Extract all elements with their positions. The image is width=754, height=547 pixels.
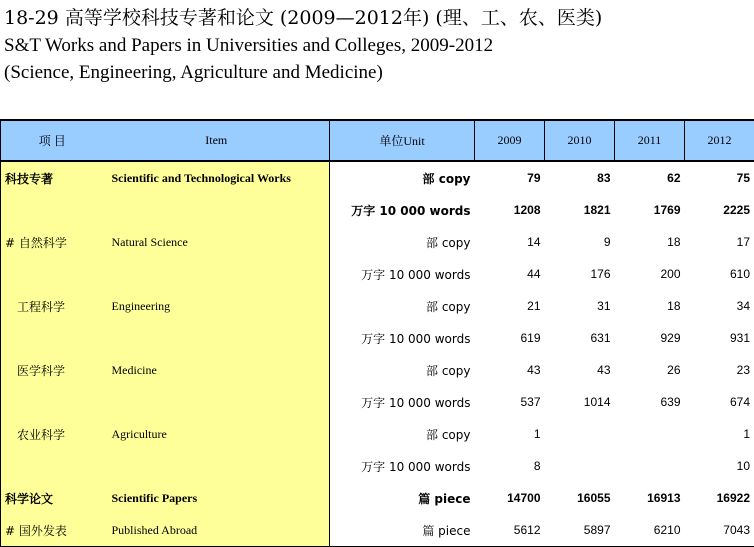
row-name-en: Agriculture [104, 418, 330, 450]
row-name-en: Scientific and Technological Works [104, 161, 330, 194]
table-row [1, 322, 754, 354]
row-unit: 部 copy [330, 354, 475, 386]
table-title-cn: 18-29 高等学校科技专著和论文 (2009—2012年) (理、工、农、医类) [4, 4, 602, 32]
table-row [1, 450, 754, 482]
cell-2009: 79 [475, 161, 545, 194]
cell-2009: 619 [475, 322, 545, 354]
cell-2012: 75 [685, 161, 754, 194]
cell-2011: 18 [615, 226, 685, 258]
cell-2012: 17 [685, 226, 754, 258]
cell-2011 [615, 418, 685, 450]
cell-2009: 1 [475, 418, 545, 450]
cell-2012: 674 [685, 386, 754, 418]
cell-2010: 176 [545, 258, 615, 290]
row-name-cn: 医学科学 [1, 354, 104, 386]
cell-2011: 639 [615, 386, 685, 418]
row-name-en [104, 194, 330, 226]
row-name-cn: 科学论文 [1, 482, 104, 514]
header-year-2011: 2011 [615, 120, 685, 161]
row-unit: 万字 10 000 words [330, 450, 475, 482]
header-item-en: Item [104, 120, 330, 161]
cell-2010: 1014 [545, 386, 615, 418]
header-year-2009: 2009 [475, 120, 545, 161]
cell-2009: 537 [475, 386, 545, 418]
cell-2011: 26 [615, 354, 685, 386]
cell-2009: 8 [475, 450, 545, 482]
cell-2010: 16055 [545, 482, 615, 514]
table-row [1, 258, 754, 290]
row-name-cn: # 国外发表 [1, 514, 104, 547]
row-name-cn: 农业科学 [1, 418, 104, 450]
cell-2009: 1208 [475, 194, 545, 226]
row-name-cn [1, 450, 104, 482]
cell-2012: 2225 [685, 194, 754, 226]
cell-2012: 931 [685, 322, 754, 354]
row-unit: 部 copy [330, 418, 475, 450]
cell-2010 [545, 450, 615, 482]
row-unit: 篇 piece [330, 482, 475, 514]
row-name-en: Scientific Papers [104, 482, 330, 514]
cell-2012: 34 [685, 290, 754, 322]
cell-2011: 62 [615, 161, 685, 194]
cell-2009: 14 [475, 226, 545, 258]
cell-2009: 14700 [475, 482, 545, 514]
row-name-en: Medicine [104, 354, 330, 386]
row-name-en: Engineering [104, 290, 330, 322]
cell-2012: 7043 [685, 514, 754, 547]
title-block [4, 4, 602, 86]
table-row [1, 354, 754, 386]
row-name-en [104, 258, 330, 290]
cell-2009: 44 [475, 258, 545, 290]
cell-2011: 16913 [615, 482, 685, 514]
row-unit: 部 copy [330, 226, 475, 258]
row-name-cn [1, 194, 104, 226]
cell-2009: 5612 [475, 514, 545, 547]
row-name-cn: 工程科学 [1, 290, 104, 322]
cell-2011: 6210 [615, 514, 685, 547]
row-name-en [104, 450, 330, 482]
cell-2010: 83 [545, 161, 615, 194]
cell-2012: 1 [685, 418, 754, 450]
row-name-en: Published Abroad [104, 514, 330, 547]
row-unit: 部 copy [330, 290, 475, 322]
header-unit: 单位Unit [330, 120, 475, 161]
row-name-cn [1, 258, 104, 290]
cell-2010: 43 [545, 354, 615, 386]
row-unit: 万字 10 000 words [330, 386, 475, 418]
cell-2010: 31 [545, 290, 615, 322]
table-title-en: S&T Works and Papers in Universities and Colleges, 2009-2012 [4, 32, 602, 59]
row-name-cn: # 自然科学 [1, 226, 104, 258]
row-name-en [104, 386, 330, 418]
cell-2012: 23 [685, 354, 754, 386]
cell-2010: 1821 [545, 194, 615, 226]
header-item-cn: 项 目 [1, 120, 104, 161]
cell-2011: 200 [615, 258, 685, 290]
table-row [1, 418, 754, 450]
table-row [1, 194, 754, 226]
cell-2011: 1769 [615, 194, 685, 226]
cell-2009: 43 [475, 354, 545, 386]
table-row [1, 290, 754, 322]
cell-2011: 18 [615, 290, 685, 322]
data-table [0, 119, 754, 547]
cell-2010: 631 [545, 322, 615, 354]
header-year-2012: 2012 [685, 120, 754, 161]
row-unit: 万字 10 000 words [330, 322, 475, 354]
cell-2012: 610 [685, 258, 754, 290]
cell-2011 [615, 450, 685, 482]
cell-2011: 929 [615, 322, 685, 354]
row-name-en [104, 322, 330, 354]
table-row [1, 226, 754, 258]
row-name-cn: 科技专著 [1, 161, 104, 194]
row-name-cn [1, 386, 104, 418]
table-row [1, 386, 754, 418]
header-row [1, 120, 754, 161]
cell-2010 [545, 418, 615, 450]
header-year-2010: 2010 [545, 120, 615, 161]
row-name-cn [1, 322, 104, 354]
cell-2012: 10 [685, 450, 754, 482]
table-row [1, 161, 754, 194]
row-name-en: Natural Science [104, 226, 330, 258]
cell-2012: 16922 [685, 482, 754, 514]
table-row [1, 514, 754, 547]
row-unit: 万字 10 000 words [330, 258, 475, 290]
row-unit: 篇 piece [330, 514, 475, 547]
row-unit: 万字 10 000 words [330, 194, 475, 226]
cell-2010: 5897 [545, 514, 615, 547]
cell-2009: 21 [475, 290, 545, 322]
table-row [1, 482, 754, 514]
cell-2010: 9 [545, 226, 615, 258]
table-subtitle-en: (Science, Engineering, Agriculture and Medicine) [4, 59, 602, 86]
row-unit: 部 copy [330, 161, 475, 194]
